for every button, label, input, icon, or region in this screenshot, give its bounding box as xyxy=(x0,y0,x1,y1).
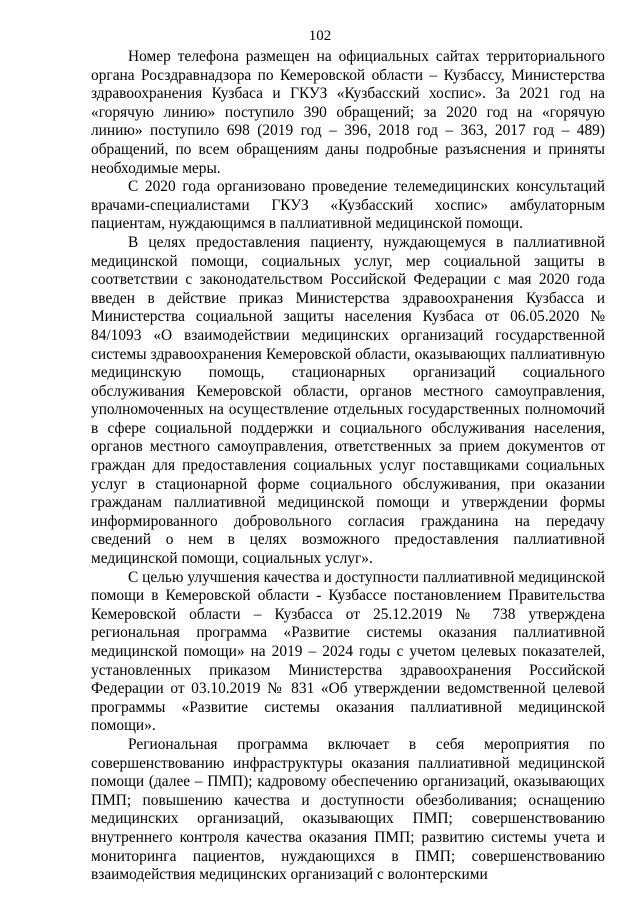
paragraph-social-services-order: В целях предоставления пациенту, нуждающемуся в паллиативной медицинской помощи, социальных услуг, мер социальной защиты в соответствии с законодательством Российской Федерации с мая 2020 года введен в действие приказ Министерства здравоохранения Кузбасса и Министерства социальной защиты населения Кузбаса от 06.05.2020 № 84/1093 «О взаимодействии медицинских организаций государственной системы здравоохранения Кемеровской области, оказывающих паллиативную медицинскую помощь, стационарных организаций социального обслуживания Кемеровской области, органов местного самоуправления, уполномоченных на осуществление отдельных государственных полномочий в сфере социальной поддержки и социального обслуживания населения, органов местного самоуправления, ответственных за прием документов от граждан для предоставления социальных услуг поставщиками социальных услуг в стационарной форме социального обслуживания, при оказании гражданам паллиативной медицинской помощи и утверждении формы информированного добровольного согласия гражданина на передачу сведений о нем в целях возможного предоставления паллиативной медицинской помощи, социальных услуг». xyxy=(91,233,605,568)
paragraph-regional-program-approval: С целью улучшения качества и доступности паллиативной медицинской помощи в Кемеровской области - Кузбассе постановлением Правительства Кемеровской области – Кузбасса от 25.12.2019 № 738 утверждена региональная программа «Развитие системы оказания паллиативной медицинской помощи» на 2019 – 2024 годы с учетом целевых показателей, установленных приказом Министерства здравоохранения Российской Федерации от 03.10.2019 № 831 «Об утверждении ведомственной целевой программы «Развитие системы оказания паллиативной медицинской помощи». xyxy=(91,568,605,735)
paragraph-regional-program-measures: Региональная программа включает в себя мероприятия по совершенствованию инфраструктуры оказания паллиативной медицинской помощи (далее – ПМП); кадровому обеспечению организаций, оказывающих ПМП; повышению качества и доступности обезболивания; оснащению медицинских организаций, оказывающих ПМП; совершенствованию внутреннего контроля качества оказания ПМП; развитию системы учета и мониторинга пациентов, нуждающихся в ПМП; совершенствованию взаимодействия медицинских организаций с волонтерскими xyxy=(91,735,605,884)
paragraph-hotline: Номер телефона размещен на официальных сайтах территориального органа Росздравнадзора по Кемеровской области – Кузбассу, Министерства здравоохранения Кузбаса и ГКУЗ «Кузбасский хоспис». За 2021 год на «горячую линию» поступило 390 обращений; за 2020 год на «горячую линию» поступило 698 (2019 год – 396, 2018 год – 363, 2017 год – 489) обращений, по всем обращениям даны подробные разъяснения и приняты необходимые меры. xyxy=(91,48,605,177)
paragraph-telemedicine: С 2020 года организовано проведение телемедицинских консультаций врачами-специалистами ГКУЗ «Кузбасский хоспис» амбулаторным пациентам, нуждающимся в паллиативной медицинской помощи. xyxy=(91,178,605,233)
page-number: 102 xyxy=(308,28,332,44)
document-body xyxy=(91,48,605,885)
